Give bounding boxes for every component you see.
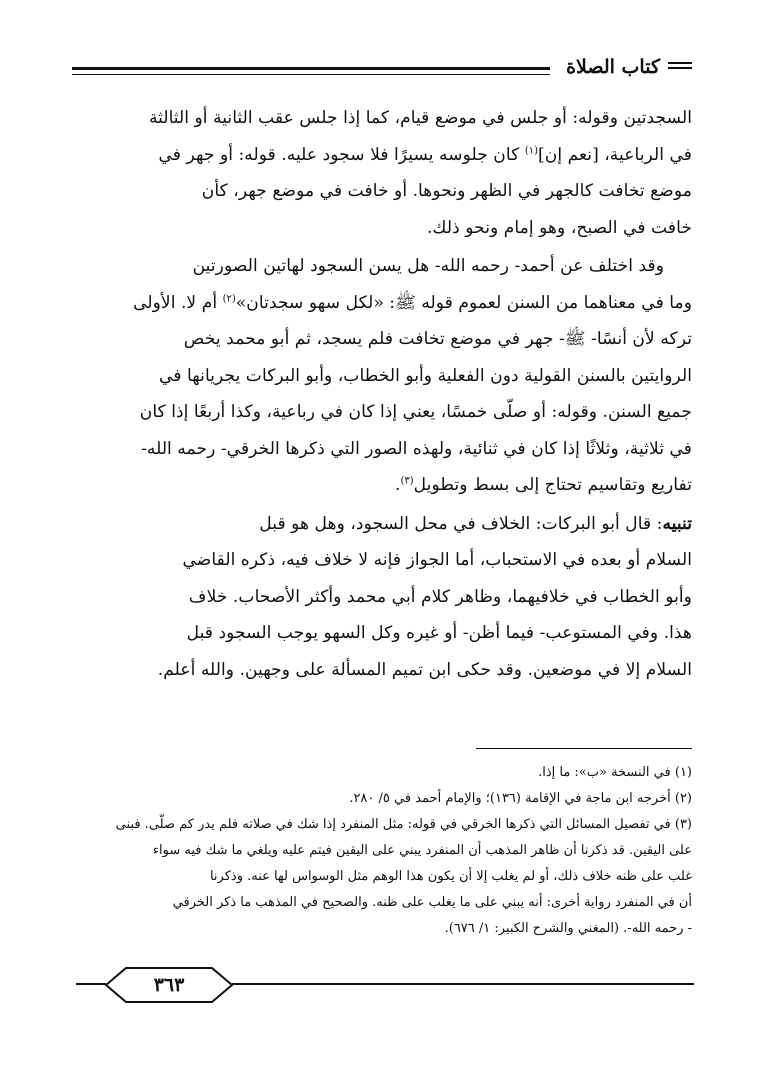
footnote-separator xyxy=(476,748,692,749)
text-line: السجدتين وقوله: أو جلس في موضع قيام، كما إذا جلس عقب الثانية أو الثالثة xyxy=(148,108,692,128)
page-number-rule-left xyxy=(76,983,106,985)
text-line: في الرباعية، [نعم إن]$^{(١)}$ كان جلوسه يسيرًا فلا سجود عليه. قوله: أو جهر في xyxy=(158,144,692,165)
text-line: تنبيه: قال أبو البركات: الخلاف في محل السجود، وهل هو قبل xyxy=(259,513,692,534)
text-line: السلام أو بعده في الاستحباب، أما الجواز فإنه لا خلاف فيه، ذكره القاضي xyxy=(182,550,692,570)
text-line: هذا. وفي المستوعب- فيما أظن- أو غيره وكل السهو يوجب السجود قبل xyxy=(186,623,692,643)
footnote-line: (١) في النسخة «ب»: ما إذا. xyxy=(538,765,692,780)
footnote-line: أن في المنفرد رواية أخرى: أنه يبني على ما يغلب على ظنه. والصحيح في المذهب ما ذكر الخرقي xyxy=(172,895,692,910)
text-line: تركه لأن أنسًا- ﷺ- جهر في موضع تخافت فلم يسجد، ثم أبو محمد يخص xyxy=(183,329,692,349)
main-text xyxy=(76,100,692,688)
text-line: وأبو الخطاب في خلافيهما، وظاهر كلام أبي محمد وأكثر الأصحاب. خلاف xyxy=(188,586,692,607)
footnote-line: - رحمه الله-. (المغني والشرح الكبير: ١/ ٦٧٦). xyxy=(444,921,692,936)
notice-label: تنبيه xyxy=(662,513,692,534)
text-line: وقد اختلف عن أحمد- رحمه الله- هل يسن السجود لهاتين الصورتين xyxy=(192,256,664,276)
text-line: وما في معناهما من السنن لعموم قوله ﷺ: «لكل سهو سجدتان»$^{(٢)}$ أم لا. الأولى xyxy=(133,292,692,313)
text-line: في ثلاثية، وثلاثًا إذا كان في ثنائية، ولهذه الصور التي ذكرها الخرقي- رحمه الله- xyxy=(141,438,692,459)
footnote-ref: (٢) xyxy=(222,292,236,304)
header-rule xyxy=(72,67,550,70)
header-ornament xyxy=(668,62,692,71)
text-line: موضع تخافت كالجهر في الظهر ونحوها. أو خافت في موضع جهر، كأن xyxy=(201,181,692,201)
text-line: جميع السنن. وقوله: أو صلّى خمسًا، يعني إذا كان في رباعية، وكذا أربعًا إذا كان xyxy=(139,402,692,422)
text-line: السلام إلا في موضعين. وقد حكى ابن تميم المسألة على وجهين. والله أعلم. xyxy=(157,659,692,680)
page-number-rule-right xyxy=(232,983,694,985)
running-header-title: كتاب الصلاة xyxy=(566,56,660,78)
text-line: تفاريع وتقاسيم تحتاج إلى بسط وتطويل$^{(٣)}$. xyxy=(395,475,692,495)
footnote-ref: (١) xyxy=(524,144,539,156)
text-line: خافت في الصبح، وهو إمام ونحو ذلك. xyxy=(426,217,692,238)
footnote-line: (٣) في تفصيل المسائل التي ذكرها الخرقي في قوله: مثل المنفرد إذا شك في صلاته فلم يدر كم صلّى. فبنى xyxy=(115,817,692,832)
page-number: ٣٦٣ xyxy=(153,974,185,996)
text-line: الروايتين بالسنن القولية دون الفعلية وأبو الخطاب، وأبو البركات يجريانها في xyxy=(159,365,692,386)
header-rule-thin xyxy=(72,74,550,75)
footnotes xyxy=(76,760,692,942)
footnote-ref: (٣) xyxy=(400,475,414,487)
page-number-frame xyxy=(104,966,234,1004)
footnote-line: غلب على ظنه خلاف ذلك، أو لم يغلب إلا أن يكون هذا الوهم مثل الوسواس لها عنه. وذكرنا xyxy=(209,869,692,884)
footnote-line: على اليقين. قد ذكرنا أن ظاهر المذهب أن المنفرد يبني على اليقين فيتم عليه ويلغي ما شك فيه سواء xyxy=(152,843,692,858)
footnote-line: (٢) أخرجه ابن ماجة في الإقامة (١٣٦)؛ والإمام أحمد في ٥/ ٢٨٠. xyxy=(349,791,692,806)
